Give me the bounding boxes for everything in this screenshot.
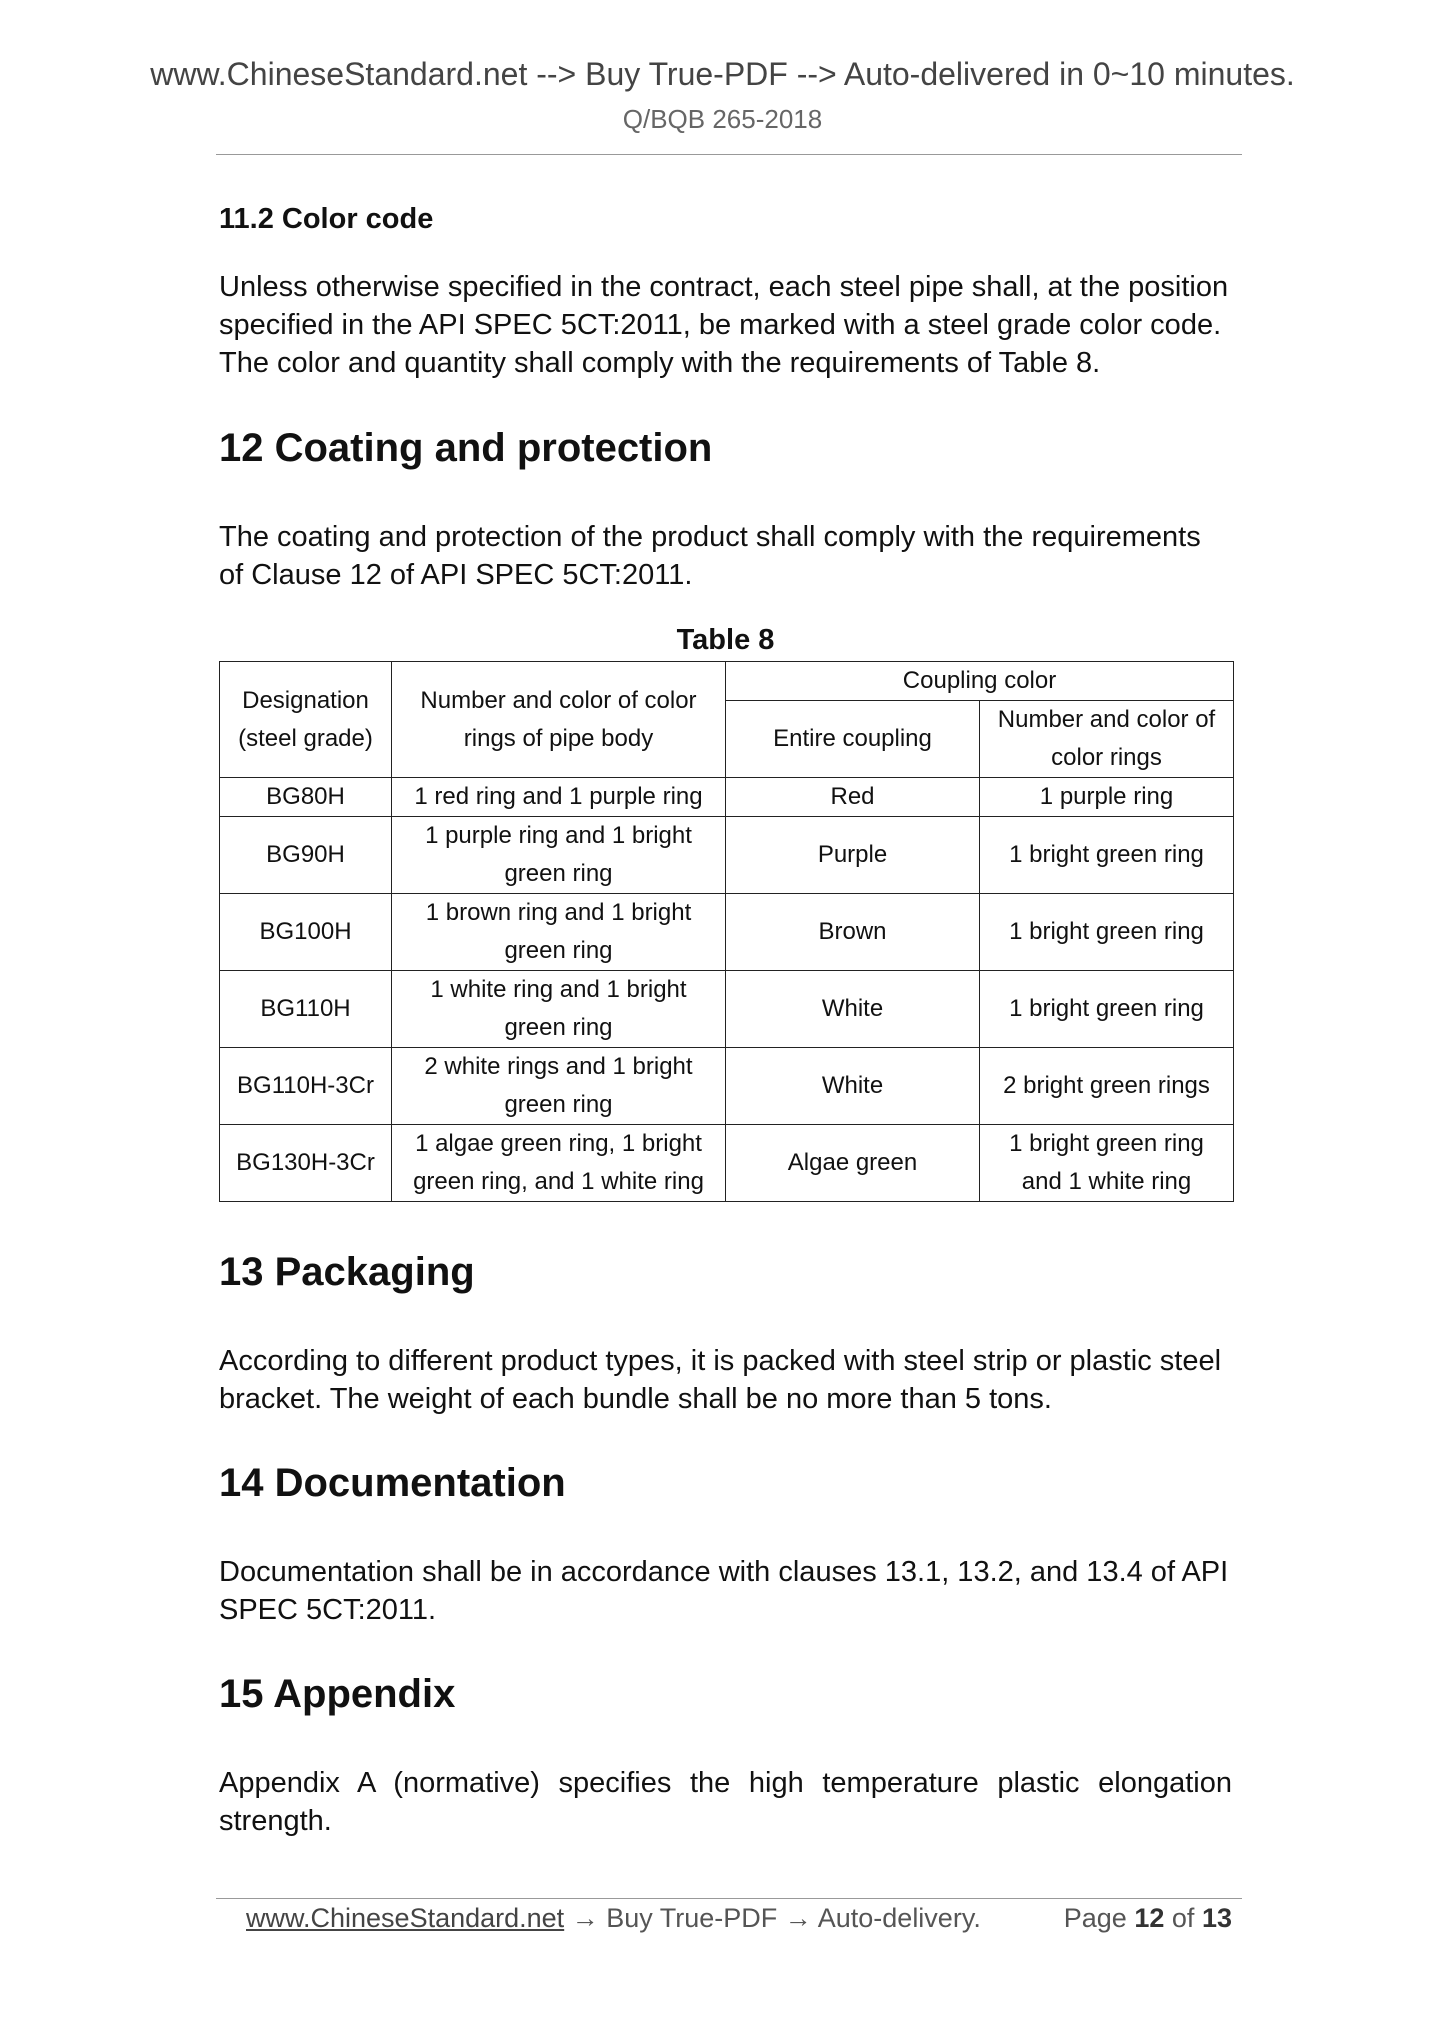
footer — [246, 1903, 1232, 1934]
section-15-title: 15 Appendix — [219, 1672, 456, 1716]
table-row — [220, 778, 1234, 817]
cell-coupling-rings: 1 bright green ring — [980, 817, 1234, 894]
header-coupling-color: Coupling color — [726, 662, 1234, 701]
footer-link[interactable]: www.ChineseStandard.net — [246, 1903, 565, 1933]
cell-designation: BG110H-3Cr — [220, 1048, 392, 1125]
cell-entire-coupling: Purple — [726, 817, 980, 894]
cell-coupling-rings: 1 bright green ring — [980, 971, 1234, 1048]
header-entire-coupling: Entire coupling — [726, 701, 980, 778]
footer-divider — [216, 1898, 1242, 1899]
header-divider — [216, 154, 1242, 155]
section-14-text: Documentation shall be in accordance with clauses 13.1, 13.2, and 13.4 of API SPEC 5CT:2011. — [219, 1556, 1229, 1626]
cell-entire-coupling: White — [726, 1048, 980, 1125]
table-row — [220, 817, 1234, 894]
cell-pipe-rings: 1 algae green ring, 1 bright green ring, and 1 white ring — [392, 1125, 726, 1202]
cell-pipe-rings: 2 white rings and 1 bright green ring — [392, 1048, 726, 1125]
cell-pipe-rings: 1 red ring and 1 purple ring — [392, 778, 726, 817]
section-11-2-text: Unless otherwise specified in the contract, each steel pipe shall, at the position specified in the API SPEC 5CT:2011, be marked with a steel grade color code. The color and quantity shall comply with the requirements of Table 8. — [219, 271, 1229, 379]
cell-designation: BG130H-3Cr — [220, 1125, 392, 1202]
cell-entire-coupling: Algae green — [726, 1125, 980, 1202]
page-label: Page — [1063, 1903, 1127, 1933]
cell-pipe-rings: 1 brown ring and 1 bright green ring — [392, 894, 726, 971]
cell-coupling-rings: 2 bright green rings — [980, 1048, 1234, 1125]
cell-designation: BG100H — [220, 894, 392, 971]
footer-text: → Buy True-PDF → Auto-delivery. — [564, 1903, 981, 1933]
cell-pipe-rings: 1 purple ring and 1 bright green ring — [392, 817, 726, 894]
table-row — [220, 894, 1234, 971]
header-coupling-rings: Number and color of color rings — [980, 701, 1234, 778]
page-total: 13 — [1201, 1903, 1232, 1933]
section-13-title: 13 Packaging — [219, 1250, 475, 1294]
section-12-title: 12 Coating and protection — [219, 426, 713, 470]
header-banner: www.ChineseStandard.net --> Buy True-PDF --> Auto-delivered in 0~10 minutes. — [150, 56, 1295, 92]
cell-entire-coupling: Red — [726, 778, 980, 817]
table-row — [220, 971, 1234, 1048]
of-label: of — [1171, 1903, 1195, 1933]
page-indicator — [1064, 1903, 1232, 1934]
table-row — [220, 1125, 1234, 1202]
table-row — [220, 1048, 1234, 1125]
section-15-text: Appendix A (normative) specifies the high temperature plastic elongation strength. — [219, 1767, 1232, 1837]
page-number: 12 — [1134, 1903, 1165, 1933]
section-11-2-title: 11.2 Color code — [219, 203, 434, 235]
document-code: Q/BQB 265-2018 — [622, 104, 823, 134]
cell-designation: BG110H — [220, 971, 392, 1048]
header-designation: Designation (steel grade) — [220, 662, 392, 778]
table-8-caption: Table 8 — [676, 624, 775, 656]
section-13-text: According to different product types, it is packed with steel strip or plastic steel bracket. The weight of each bundle shall be no more than 5 tons. — [219, 1345, 1222, 1415]
cell-designation: BG80H — [220, 778, 392, 817]
header-pipe-rings: Number and color of color rings of pipe body — [392, 662, 726, 778]
section-14-title: 14 Documentation — [219, 1461, 566, 1505]
cell-pipe-rings: 1 white ring and 1 bright green ring — [392, 971, 726, 1048]
cell-coupling-rings: 1 purple ring — [980, 778, 1234, 817]
cell-entire-coupling: Brown — [726, 894, 980, 971]
cell-entire-coupling: White — [726, 971, 980, 1048]
cell-coupling-rings: 1 bright green ring and 1 white ring — [980, 1125, 1234, 1202]
cell-coupling-rings: 1 bright green ring — [980, 894, 1234, 971]
cell-designation: BG90H — [220, 817, 392, 894]
table-8 — [219, 661, 1234, 1202]
section-12-text: The coating and protection of the product shall comply with the requirements of Clause 12 of API SPEC 5CT:2011. — [219, 521, 1201, 591]
